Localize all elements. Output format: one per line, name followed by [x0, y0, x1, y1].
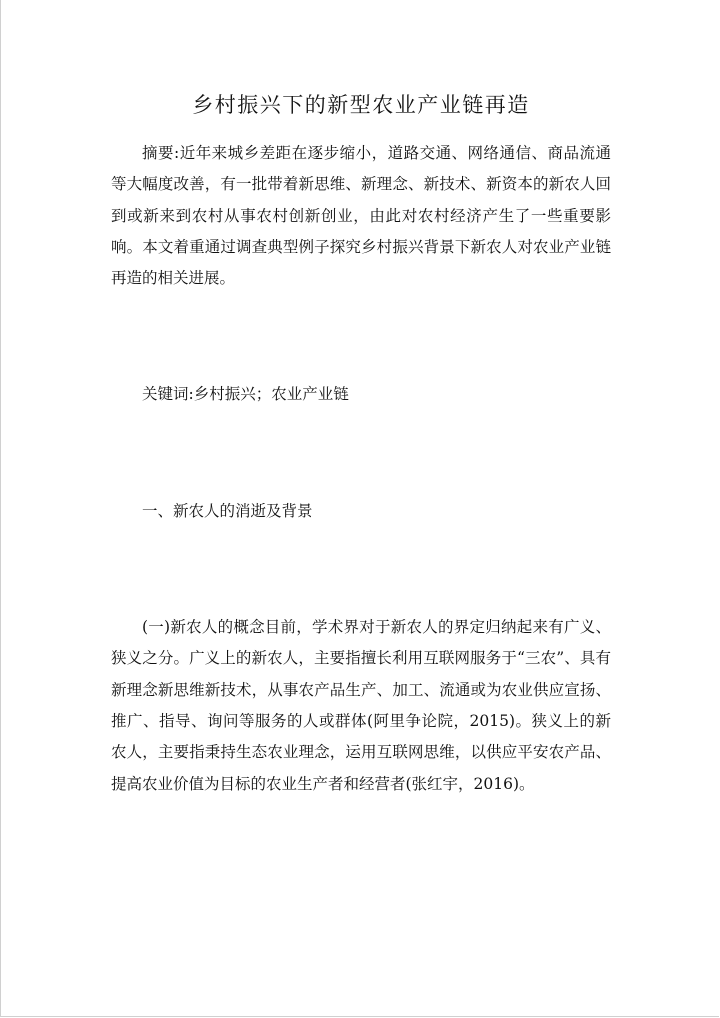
- document-title: 乡村振兴下的新型农业产业链再造: [192, 93, 530, 117]
- section-heading: 一、新农人的消逝及背景: [142, 501, 313, 520]
- document-body: [111, 88, 611, 800]
- abstract-paragraph: 摘要:近年来城乡差距在逐步缩小，道路交通、网络通信、商品流通等大幅度改善，有一批带着新思维、新理念、新技术、新资本的新农人回到或新来到农村从事农村创新创业，由此对农村经济产生了一些重要影响。本文着重通过调查典型例子探究乡村振兴背景下新农人对农业产业链再造的相关进展。: [111, 144, 611, 288]
- keywords-line: 关键词:乡村振兴；农业产业链: [142, 385, 349, 404]
- body-paragraph: (一)新农人的概念目前，学术界对于新农人的界定归纳起来有广义、狭义之分。广义上的新农人，主要指擅长利用互联网服务于“三农”、具有新理念新思维新技术，从事农产品生产、加工、流通或为农业供应宣扬、推广、指导、询问等服务的人或群体(阿里争论院，2015)。狭义上的新农人，主要指秉持生态农业理念，运用互联网思维，以供应平安农产品、提高农业价值为目标的农业生产者和经营者(张红宇，2016)。: [111, 618, 611, 793]
